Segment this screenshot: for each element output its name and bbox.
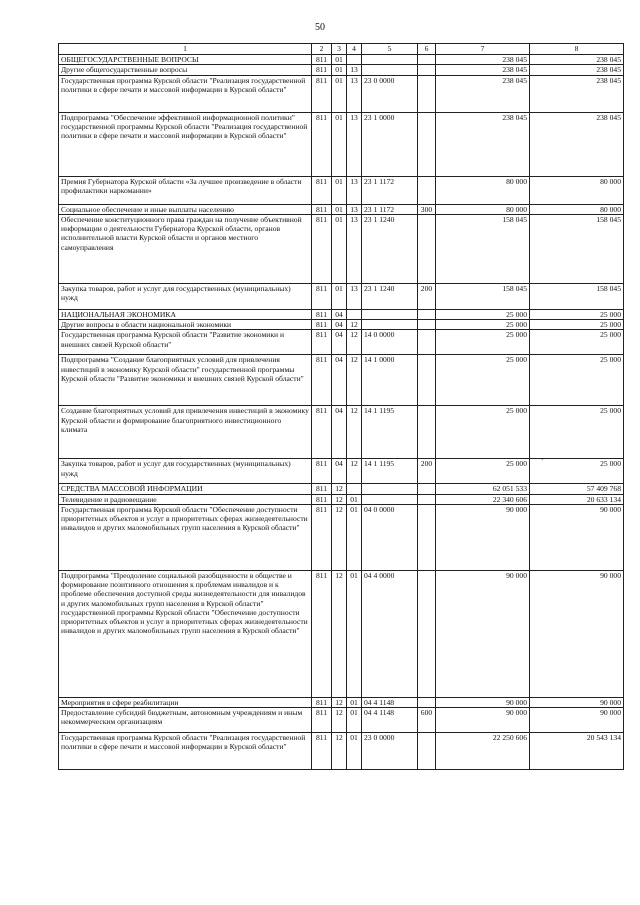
row-pr [347, 55, 362, 65]
row-sum-2: 80 000 [530, 204, 624, 214]
table-row [59, 355, 624, 406]
column-number: 7 [436, 44, 530, 55]
row-sum-1: 25 000 [436, 320, 530, 330]
row-grbs: 811 [312, 176, 332, 204]
row-vr [418, 214, 436, 283]
row-csr [362, 320, 418, 330]
row-rz: 04 [332, 320, 347, 330]
row-name: Государственная программа Курской области "Развитие экономики и внешних связей Курской области" [59, 330, 312, 355]
table-row [59, 214, 624, 283]
row-sum-2: 238 045 [530, 75, 624, 112]
row-vr [418, 504, 436, 570]
row-csr: 23 0 0000 [362, 75, 418, 112]
table-row [59, 309, 624, 319]
row-rz: 12 [332, 484, 347, 494]
row-grbs: 811 [312, 406, 332, 459]
row-sum-2: 25 000 [530, 309, 624, 319]
row-sum-2: 25 000 [530, 355, 624, 406]
row-sum-1: 25 000 [436, 406, 530, 459]
row-vr: 200 [418, 283, 436, 309]
row-csr: 23 1 1172 [362, 176, 418, 204]
row-sum-2: 80 000 [530, 176, 624, 204]
table-row [59, 570, 624, 697]
column-number: 1 [59, 44, 312, 55]
row-csr: 04 0 0000 [362, 504, 418, 570]
row-rz: 12 [332, 733, 347, 770]
row-name: СРЕДСТВА МАССОВОЙ ИНФОРМАЦИИ [59, 484, 312, 494]
row-rz: 12 [332, 504, 347, 570]
row-name: Социальное обеспечение и иные выплаты населению [59, 204, 312, 214]
row-sum-1: 22 340 606 [436, 494, 530, 504]
row-rz: 01 [332, 283, 347, 309]
row-rz: 01 [332, 112, 347, 176]
row-rz: 01 [332, 204, 347, 214]
row-grbs: 811 [312, 330, 332, 355]
scan-speck: · [541, 456, 544, 464]
row-sum-2: 25 000 [530, 459, 624, 484]
row-sum-1: 62 051 533 [436, 484, 530, 494]
row-name: Обеспечение конституционного права граждан на получение объективной информации о деятельности Губернатора Курской области, органов исполнительной власти Курской области и органов местного самоуправления [59, 214, 312, 283]
row-pr: 13 [347, 176, 362, 204]
row-pr: 13 [347, 204, 362, 214]
row-csr: 23 1 1240 [362, 214, 418, 283]
row-sum-1: 25 000 [436, 330, 530, 355]
row-sum-2: 90 000 [530, 570, 624, 697]
table-row [59, 504, 624, 570]
row-pr: 13 [347, 65, 362, 75]
row-grbs: 811 [312, 55, 332, 65]
row-vr [418, 320, 436, 330]
row-csr: 23 1 0000 [362, 112, 418, 176]
row-rz: 01 [332, 55, 347, 65]
row-grbs: 811 [312, 214, 332, 283]
table-row [59, 320, 624, 330]
row-name: Подпрограмма "Преодоление социальной разобщенности в обществе и формирование позитивного отношения к проблемам инвалидов и к проблеме обеспечения доступной среды жизнедеятельности для инвалидов и других маломобильных групп населения в Курской области" государственной программы Курской области "Обеспечение доступности приоритетных объектов и услуг в приоритетных сферах жизнедеятельности инвалидов и других маломобильных групп населения в Курской области" [59, 570, 312, 697]
row-pr: 01 [347, 494, 362, 504]
table-row [59, 65, 624, 75]
row-vr [418, 697, 436, 707]
column-number: 2 [312, 44, 332, 55]
row-sum-1: 90 000 [436, 504, 530, 570]
row-name: Телевидение и радиовещание [59, 494, 312, 504]
row-sum-1: 80 000 [436, 204, 530, 214]
row-rz: 01 [332, 75, 347, 112]
row-rz: 12 [332, 708, 347, 733]
row-grbs: 811 [312, 65, 332, 75]
row-pr: 01 [347, 697, 362, 707]
row-grbs: 811 [312, 355, 332, 406]
row-pr: 12 [347, 406, 362, 459]
column-number: 4 [347, 44, 362, 55]
row-sum-1: 22 250 606 [436, 733, 530, 770]
row-name: Закупка товаров, работ и услуг для государственных (муниципальных) нужд [59, 283, 312, 309]
column-number: 3 [332, 44, 347, 55]
row-grbs: 811 [312, 697, 332, 707]
row-rz: 12 [332, 697, 347, 707]
row-name: Государственная программа Курской области "Обеспечение доступности приоритетных объектов и услуг в приоритетных сферах жизнедеятельности инвалидов и других маломобильных групп населения в Курской области" [59, 504, 312, 570]
row-vr: 600 [418, 708, 436, 733]
row-csr: 04 4 1148 [362, 697, 418, 707]
row-vr [418, 733, 436, 770]
row-vr [418, 75, 436, 112]
row-csr [362, 309, 418, 319]
row-vr [418, 112, 436, 176]
row-pr: 12 [347, 355, 362, 406]
page-number: 50 [315, 22, 325, 33]
row-pr: 13 [347, 112, 362, 176]
row-sum-1: 25 000 [436, 459, 530, 484]
row-grbs: 811 [312, 75, 332, 112]
row-sum-1: 90 000 [436, 708, 530, 733]
row-sum-2: 90 000 [530, 697, 624, 707]
row-sum-2: 90 000 [530, 504, 624, 570]
row-name: Закупка товаров, работ и услуг для государственных (муниципальных) нужд [59, 459, 312, 484]
row-pr: 01 [347, 504, 362, 570]
row-sum-2: 238 045 [530, 65, 624, 75]
row-grbs: 811 [312, 320, 332, 330]
row-grbs: 811 [312, 504, 332, 570]
row-csr: 14 1 1195 [362, 459, 418, 484]
row-name: Подпрограмма "Создание благоприятных условий для привлечения инвестиций в экономику Курской области" государственной программы Курской области "Развитие экономики и внешних связей Курской области" [59, 355, 312, 406]
row-vr [418, 309, 436, 319]
row-vr [418, 176, 436, 204]
row-grbs: 811 [312, 494, 332, 504]
row-sum-2: 158 045 [530, 214, 624, 283]
row-name: Предоставление субсидий бюджетным, автономным учреждениям и иным некоммерческим организациям [59, 708, 312, 733]
row-vr [418, 330, 436, 355]
row-vr: 300 [418, 204, 436, 214]
row-rz: 04 [332, 459, 347, 484]
row-grbs: 811 [312, 484, 332, 494]
row-sum-2: 238 045 [530, 112, 624, 176]
table-row [59, 406, 624, 459]
row-sum-2: 25 000 [530, 320, 624, 330]
row-rz: 04 [332, 309, 347, 319]
row-pr: 01 [347, 570, 362, 697]
table-row [59, 75, 624, 112]
table-row [59, 283, 624, 309]
row-grbs: 811 [312, 708, 332, 733]
row-name: Премия Губернатора Курской области «За лучшее произведение в области профилактики наркомании» [59, 176, 312, 204]
table-row [59, 459, 624, 484]
row-grbs: 811 [312, 204, 332, 214]
row-name: ОБЩЕГОСУДАРСТВЕННЫЕ ВОПРОСЫ [59, 55, 312, 65]
column-number-row [59, 44, 624, 55]
row-grbs: 811 [312, 570, 332, 697]
row-sum-1: 90 000 [436, 570, 530, 697]
row-name: Другие вопросы в области национальной экономики [59, 320, 312, 330]
row-rz: 01 [332, 176, 347, 204]
table-row [59, 112, 624, 176]
row-csr: 23 1 1240 [362, 283, 418, 309]
row-pr: 12 [347, 330, 362, 355]
row-sum-1: 80 000 [436, 176, 530, 204]
column-number: 8 [530, 44, 624, 55]
row-name: Подпрограмма "Обеспечение эффективной информационной политики" государственной программы Курской области "Реализация государственной политики в сфере печати и массовой информации в Курской области" [59, 112, 312, 176]
table-row [59, 484, 624, 494]
row-grbs: 811 [312, 283, 332, 309]
row-rz: 01 [332, 65, 347, 75]
row-name: Другие общегосударственные вопросы [59, 65, 312, 75]
row-grbs: 811 [312, 309, 332, 319]
row-vr [418, 570, 436, 697]
row-csr: 04 4 0000 [362, 570, 418, 697]
row-grbs: 811 [312, 733, 332, 770]
row-csr [362, 494, 418, 504]
row-pr: 12 [347, 320, 362, 330]
row-vr [418, 484, 436, 494]
row-name: Государственная программа Курской области "Реализация государственной политики в сфере печати и массовой информации в Курской области" [59, 75, 312, 112]
row-pr: 13 [347, 75, 362, 112]
row-pr: 01 [347, 733, 362, 770]
row-sum-1: 158 045 [436, 214, 530, 283]
row-sum-2: 20 633 134 [530, 494, 624, 504]
row-vr [418, 406, 436, 459]
row-name: Создание благоприятных условий для привлечения инвестиций в экономику Курской области и формирование благоприятного инвестиционного климата [59, 406, 312, 459]
row-vr [418, 355, 436, 406]
row-sum-2: 20 543 134 [530, 733, 624, 770]
row-sum-1: 158 045 [436, 283, 530, 309]
row-name: Государственная программа Курской области "Реализация государственной политики в сфере печати и массовой информации в Курской области" [59, 733, 312, 770]
row-csr: 04 4 1148 [362, 708, 418, 733]
row-sum-2: 90 000 [530, 708, 624, 733]
row-sum-2: 57 409 768 [530, 484, 624, 494]
row-grbs: 811 [312, 112, 332, 176]
row-name: НАЦИОНАЛЬНАЯ ЭКОНОМИКА [59, 309, 312, 319]
table-row [59, 494, 624, 504]
row-sum-2: 25 000 [530, 406, 624, 459]
row-vr [418, 494, 436, 504]
row-pr: 01 [347, 708, 362, 733]
row-pr: 13 [347, 283, 362, 309]
row-sum-1: 90 000 [436, 697, 530, 707]
row-csr: 14 1 0000 [362, 355, 418, 406]
row-rz: 04 [332, 355, 347, 406]
row-pr: 12 [347, 459, 362, 484]
row-sum-1: 238 045 [436, 112, 530, 176]
row-sum-1: 238 045 [436, 75, 530, 112]
row-sum-2: 158 045 [530, 283, 624, 309]
row-sum-1: 25 000 [436, 355, 530, 406]
row-csr: 23 1 1172 [362, 204, 418, 214]
column-number: 5 [362, 44, 418, 55]
row-csr: 14 0 0000 [362, 330, 418, 355]
row-vr [418, 65, 436, 75]
row-rz: 04 [332, 330, 347, 355]
row-csr [362, 484, 418, 494]
row-pr [347, 309, 362, 319]
table-row [59, 733, 624, 770]
table-row [59, 330, 624, 355]
row-sum-1: 238 045 [436, 55, 530, 65]
table-row [59, 697, 624, 707]
row-sum-2: 25 000 [530, 330, 624, 355]
row-pr: 13 [347, 214, 362, 283]
row-sum-2: 238 045 [530, 55, 624, 65]
table-row [59, 204, 624, 214]
row-rz: 01 [332, 214, 347, 283]
row-csr [362, 55, 418, 65]
row-csr: 23 0 0000 [362, 733, 418, 770]
row-sum-1: 238 045 [436, 65, 530, 75]
row-name: Мероприятия в сфере реабилитации [59, 697, 312, 707]
row-grbs: 811 [312, 459, 332, 484]
row-rz: 12 [332, 494, 347, 504]
column-number: 6 [418, 44, 436, 55]
row-rz: 04 [332, 406, 347, 459]
row-sum-1: 25 000 [436, 309, 530, 319]
row-rz: 12 [332, 570, 347, 697]
row-csr: 14 1 1195 [362, 406, 418, 459]
table-row [59, 55, 624, 65]
budget-table [58, 43, 624, 770]
row-vr [418, 55, 436, 65]
row-pr [347, 484, 362, 494]
table-row [59, 176, 624, 204]
row-vr: 200 [418, 459, 436, 484]
row-csr [362, 65, 418, 75]
table-row [59, 708, 624, 733]
